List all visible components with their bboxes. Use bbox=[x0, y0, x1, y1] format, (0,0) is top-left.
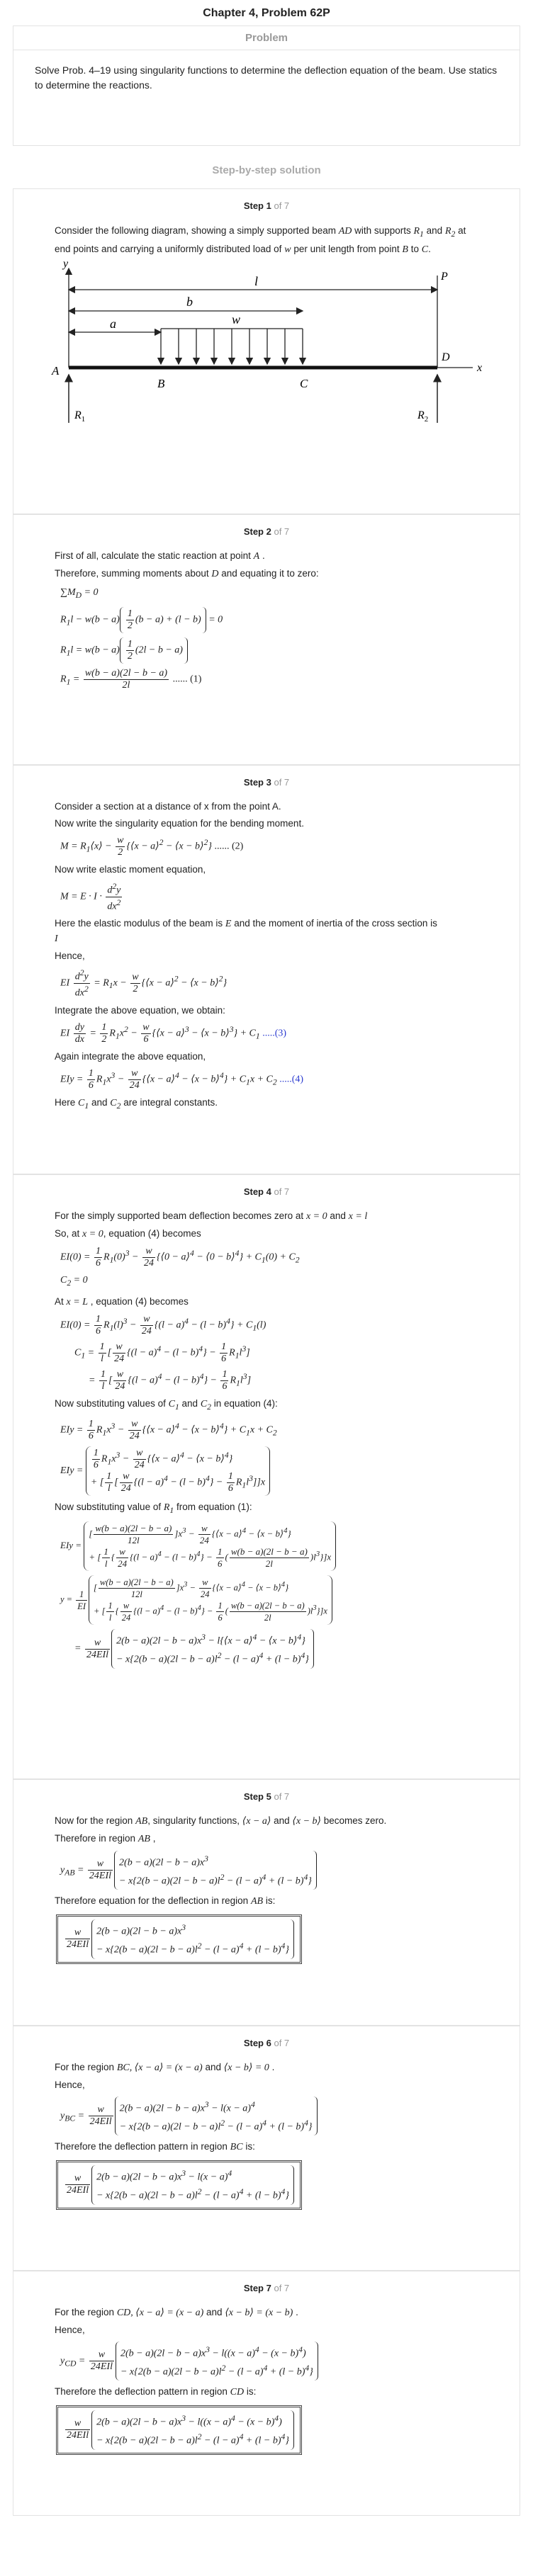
step-4-text-2: So, at x = 0, equation (4) becomes bbox=[55, 1228, 201, 1239]
step-3-text-5: Hence, bbox=[55, 951, 85, 962]
w-label: w bbox=[232, 312, 241, 327]
step-4-eq-2: $C_2 = 0$ bbox=[60, 1275, 88, 1288]
x-label: x bbox=[477, 361, 483, 374]
step-2-text-1: First of all, calculate the static reaction at point A . bbox=[55, 550, 265, 562]
step-7 bbox=[13, 2271, 520, 2516]
step-3-eq-moment: $M = R_1⟨x⟩$ − $\frac{w}{2}$ {⟨x − a⟩$^2$ − ⟨x − b⟩$^2$} ...... (2) bbox=[60, 835, 244, 858]
step-3-text-1: Consider a section at a distance of x from the point A. bbox=[55, 801, 281, 812]
step-1-text: Consider the following diagram, showing a simply supported beam AD with supports $R_1$ and $R_2$ at end points and carrying a uniformly distributed load of w per unit length from point B to C. bbox=[55, 225, 466, 255]
step-2-eq-1: $\sum M_D = 0$ bbox=[60, 587, 99, 600]
b-point-label: B bbox=[157, 376, 165, 390]
step-4-eq-9: y = $\frac{1}{EI}$ [ $\frac{w(b - a)(2l - b - a)}{12l}$ ]$x^3$ − $\frac{w}{24}$ {⟨x − a⟩$^4$ − ⟨x − b⟩$^4$} + [ $\frac{1}{l}$ { $\frac{w}{24}$ $\{(l - a)^4 - (l - b)^4\}$ − $\frac{1}{6}$ ( $\frac{w(b - a)(2l - b - a)}{2l}$ )$l^3\}]x$ bbox=[60, 1575, 478, 1625]
step-2-eq-4: $R_1$ = $\frac{w(b - a)(2l - b - a)}{2l}$ ...... (1) bbox=[60, 667, 202, 691]
step-2-label: Step 2 of 7 bbox=[243, 526, 290, 537]
p-label: P bbox=[441, 270, 448, 283]
solution-heading: Step-by-step solution bbox=[212, 164, 321, 176]
step-7-eq-1: $y_{CD}$ = $\frac{w}{\text{24EIl}}$ $2(b - a)(2l - b - a)x^3 - l((x - a)^4 - (x - b)^4)$ − $x\{2(b - a)(2l - b - a)l^2 - (l - a)^4 + (l - b)^4\}$ bbox=[60, 2342, 478, 2381]
step-4-text-3: At x = L , equation (4) becomes bbox=[55, 1295, 189, 1307]
step-4-eq-10: = $\frac{w}{\text{24EIl}}$ $2(b - a)(2l - b - a)x^3$ − l{⟨x − a⟩$^4$ − ⟨x − b⟩$^4$} − $x\{2(b - a)(2l - b - a)l^2 - (l - a)^4 + (l - b)^4\}$ bbox=[74, 1629, 478, 1668]
a-label: a bbox=[110, 316, 116, 331]
step-3-eq-ei1: EI $\frac{dy}{dx}$ = $\frac{1}{2}$ $R_1x^2$ − $\frac{w}{6}$ {⟨x − a⟩$^3$ − ⟨x − b⟩$^3$} + $C_1$ .....(3) bbox=[60, 1021, 287, 1045]
a-point-label: A bbox=[52, 363, 60, 378]
b-label: b bbox=[186, 294, 193, 309]
step-1-label: Step 1 of 7 bbox=[243, 200, 290, 211]
problem-heading-box bbox=[13, 25, 520, 50]
step-4-eq-1: EI(0) = $\frac{1}{6}$ $R_1(0)^3$ − $\frac{w}{24}$ {⟨0 − a⟩$^4$ − ⟨0 − b⟩$^4$} + $C_1(0) + C_2$ bbox=[60, 1246, 300, 1269]
step-6-label: Step 6 of 7 bbox=[243, 2038, 290, 2048]
step-2-text-2: Therefore, summing moments about D and equating it to zero: bbox=[55, 568, 319, 579]
step-4-text-5: Now substituting value of $R_1$ from equation (1): bbox=[55, 1501, 252, 1515]
step-3-text-6: Integrate the above equation, we obtain: bbox=[55, 1004, 225, 1016]
step-4 bbox=[13, 1174, 520, 1779]
step-2-eq-3: $R_1l = w(b - a)$ $\frac{1}{2}$ (2l − b − a) bbox=[60, 637, 478, 664]
problem-statement bbox=[13, 50, 520, 146]
step-7-answer: $\frac{w}{\text{24EIl}}$ $2(b - a)(2l - b - a)x^3 - l((x - a)^4 - (x - b)^4)$ − $x\{2(b - a)(2l - b - a)l^2 - (l - a)^4 + (l - b)^4\}$ bbox=[56, 2405, 302, 2454]
step-3-eq-elastic: M = E · I · $\frac{d^2y}{dx^2}$ bbox=[60, 882, 121, 912]
r1-label: $R_1$ bbox=[74, 409, 86, 424]
step-3-text-7: Again integrate the above equation, bbox=[55, 1050, 206, 1062]
step-3-text-4: Here the elastic modulus of the beam is E and the moment of inertia of the cross section is I bbox=[55, 918, 437, 945]
step-4-eq-3: EI(0) = $\frac{1}{6}$ $R_1(l)^3$ − $\frac{w}{24}$ $\{(l - a)^4 - (l - b)^4\} + C_1(l)$ bbox=[60, 1313, 266, 1337]
step-3-text-3: Now write elastic moment equation, bbox=[55, 864, 206, 875]
c-point-label: C bbox=[300, 376, 308, 390]
step-3-eq-ei0: EIy = $\frac{1}{6}$ $R_1x^3$ − $\frac{w}{24}$ {⟨x − a⟩$^4$ − ⟨x − b⟩$^4$} + $C_1x + C_2$ .....(4) bbox=[60, 1067, 304, 1091]
step-6-answer: $\frac{w}{\text{24EIl}}$ $2(b - a)(2l - b - a)x^3 - l(x - a)^4$ − $x\{2(b - a)(2l - b - a)l^2 - (l - a)^4 + (l - b)^4\}$ bbox=[56, 2160, 302, 2209]
step-7-text-1: For the region CD, ⟨x − a⟩ = (x − a) and ⟨x − b⟩ = (x − b) . bbox=[55, 2307, 298, 2318]
step-4-label: Step 4 of 7 bbox=[243, 1186, 290, 1197]
step-5-text-2: Therefore in region AB , bbox=[55, 1833, 156, 1844]
step-7-text-2: Hence, bbox=[55, 2325, 85, 2335]
step-5 bbox=[13, 1779, 520, 2026]
step-3 bbox=[13, 765, 520, 1174]
step-4-text-1: For the simply supported beam deflection becomes zero at x = 0 and x = l bbox=[55, 1210, 368, 1222]
step-1 bbox=[13, 188, 520, 514]
step-4-text-4: Now substituting values of $C_1$ and $C_2$ in equation (4): bbox=[55, 1397, 278, 1412]
problem-heading: Problem bbox=[245, 32, 288, 44]
step-7-text-3: Therefore the deflection pattern in region CD is: bbox=[55, 2386, 257, 2398]
step-3-eq-ei2: EI $\frac{d^2y}{dx^2}$ = $R_1x$ − $\frac{w}{2}$ {⟨x − a⟩$^2$ − ⟨x − b⟩$^2$} bbox=[60, 968, 228, 999]
step-4-eq-4: $C_1$ = $\frac{1}{l}$ [ $\frac{w}{24}$ $\{(l - a)^4 - (l - b)^4\}$ − $\frac{1}{6}$ $R_1l^3$] bbox=[74, 1341, 250, 1364]
y-label: y bbox=[63, 261, 69, 270]
step-6-text-1: For the region BC, ⟨x − a⟩ = (x − a) and ⟨x − b⟩ = 0 . bbox=[55, 2062, 275, 2073]
step-4-eq-5: = $\frac{1}{l}$ [ $\frac{w}{24}$ $\{(l - a)^4 - (l - b)^4\}$ − $\frac{1}{6}$ $R_1l^3$] bbox=[89, 1368, 252, 1392]
step-4-eq-6: EIy = $\frac{1}{6}$ $R_1x^3$ − $\frac{w}{24}$ {⟨x − a⟩$^4$ − ⟨x − b⟩$^4$} + $C_1x + C_2$ bbox=[60, 1418, 277, 1441]
step-7-label: Step 7 of 7 bbox=[243, 2283, 290, 2293]
step-5-text-1: Now for the region AB, singularity functions, ⟨x − a⟩ and ⟨x − b⟩ becomes zero. bbox=[55, 1815, 387, 1827]
step-3-text-8: Here $C_1$ and $C_2$ are integral constants. bbox=[55, 1096, 218, 1111]
step-3-label: Step 3 of 7 bbox=[243, 777, 290, 788]
d-label: D bbox=[442, 351, 450, 363]
step-5-text-3: Therefore equation for the deflection in region AB is: bbox=[55, 1895, 276, 1907]
step-4-eq-8: EIy = [ $\frac{w(b - a)(2l - b - a)}{12l}$ ]$x^3$ − $\frac{w}{24}$ {⟨x − a⟩$^4$ − ⟨x − b⟩$^4$} + [ $\frac{1}{l}$ { $\frac{w}{24}$ $\{(l - a)^4 - (l - b)^4\}$ − $\frac{1}{6}$ ( $\frac{w(b - a)(2l - b - a)}{2l}$ )$l^3\}]x$ bbox=[60, 1521, 478, 1571]
page-title: Chapter 4, Problem 62P bbox=[203, 7, 330, 19]
step-6-text-2: Hence, bbox=[55, 2079, 85, 2090]
r2-label: $R_2$ bbox=[417, 409, 429, 424]
step-6 bbox=[13, 2026, 520, 2271]
distributed-load-arrows bbox=[161, 329, 303, 364]
problem-text: Solve Prob. 4–19 using singularity functions to determine the deflection equation of the beam. Use statics to determine the reactions. bbox=[35, 64, 498, 91]
l-label: l bbox=[254, 273, 259, 288]
step-5-label: Step 5 of 7 bbox=[243, 1791, 290, 1802]
step-6-eq-1: $y_{BC}$ = $\frac{w}{\text{24EIl}}$ $2(b - a)(2l - b - a)x^3 - l(x - a)^4$ − $x\{2(b - a)(2l - b - a)l^2 - (l - a)^4 + (l - b)^4\}$ bbox=[60, 2096, 478, 2135]
step-2-eq-2: $R_1l - w(b - a)$ $\frac{1}{2}$ (b − a) + (l − b) = 0 bbox=[60, 607, 478, 633]
step-5-eq-1: $y_{AB}$ = $\frac{w}{\text{24EIl}}$ $2(b - a)(2l - b - a)x^3$ − $x\{2(b - a)(2l - b - a)l^2 - (l - a)^4 + (l - b)^4\}$ bbox=[60, 1851, 478, 1890]
beam-diagram bbox=[47, 261, 487, 431]
step-5-answer: $\frac{w}{\text{24EIl}}$ $2(b - a)(2l - b - a)x^3$ − $x\{2(b - a)(2l - b - a)l^2 - (l - a)^4 + (l - b)^4\}$ bbox=[56, 1914, 302, 1963]
step-6-text-3: Therefore the deflection pattern in region BC is: bbox=[55, 2141, 255, 2153]
step-3-text-2: Now write the singularity equation for the bending moment. bbox=[55, 818, 304, 829]
step-2 bbox=[13, 514, 520, 765]
step-4-eq-7: EIy = $\frac{1}{6}$ $R_1x^3$ − $\frac{w}{24}$ {⟨x − a⟩$^4$ − ⟨x − b⟩$^4$} + [ $\frac{1}{l}$ [ $\frac{w}{24}$ $\{(l - a)^4 - (l - b)^4\}$ − $\frac{1}{6}$ $R_1l^3]]x$ bbox=[60, 1446, 478, 1496]
